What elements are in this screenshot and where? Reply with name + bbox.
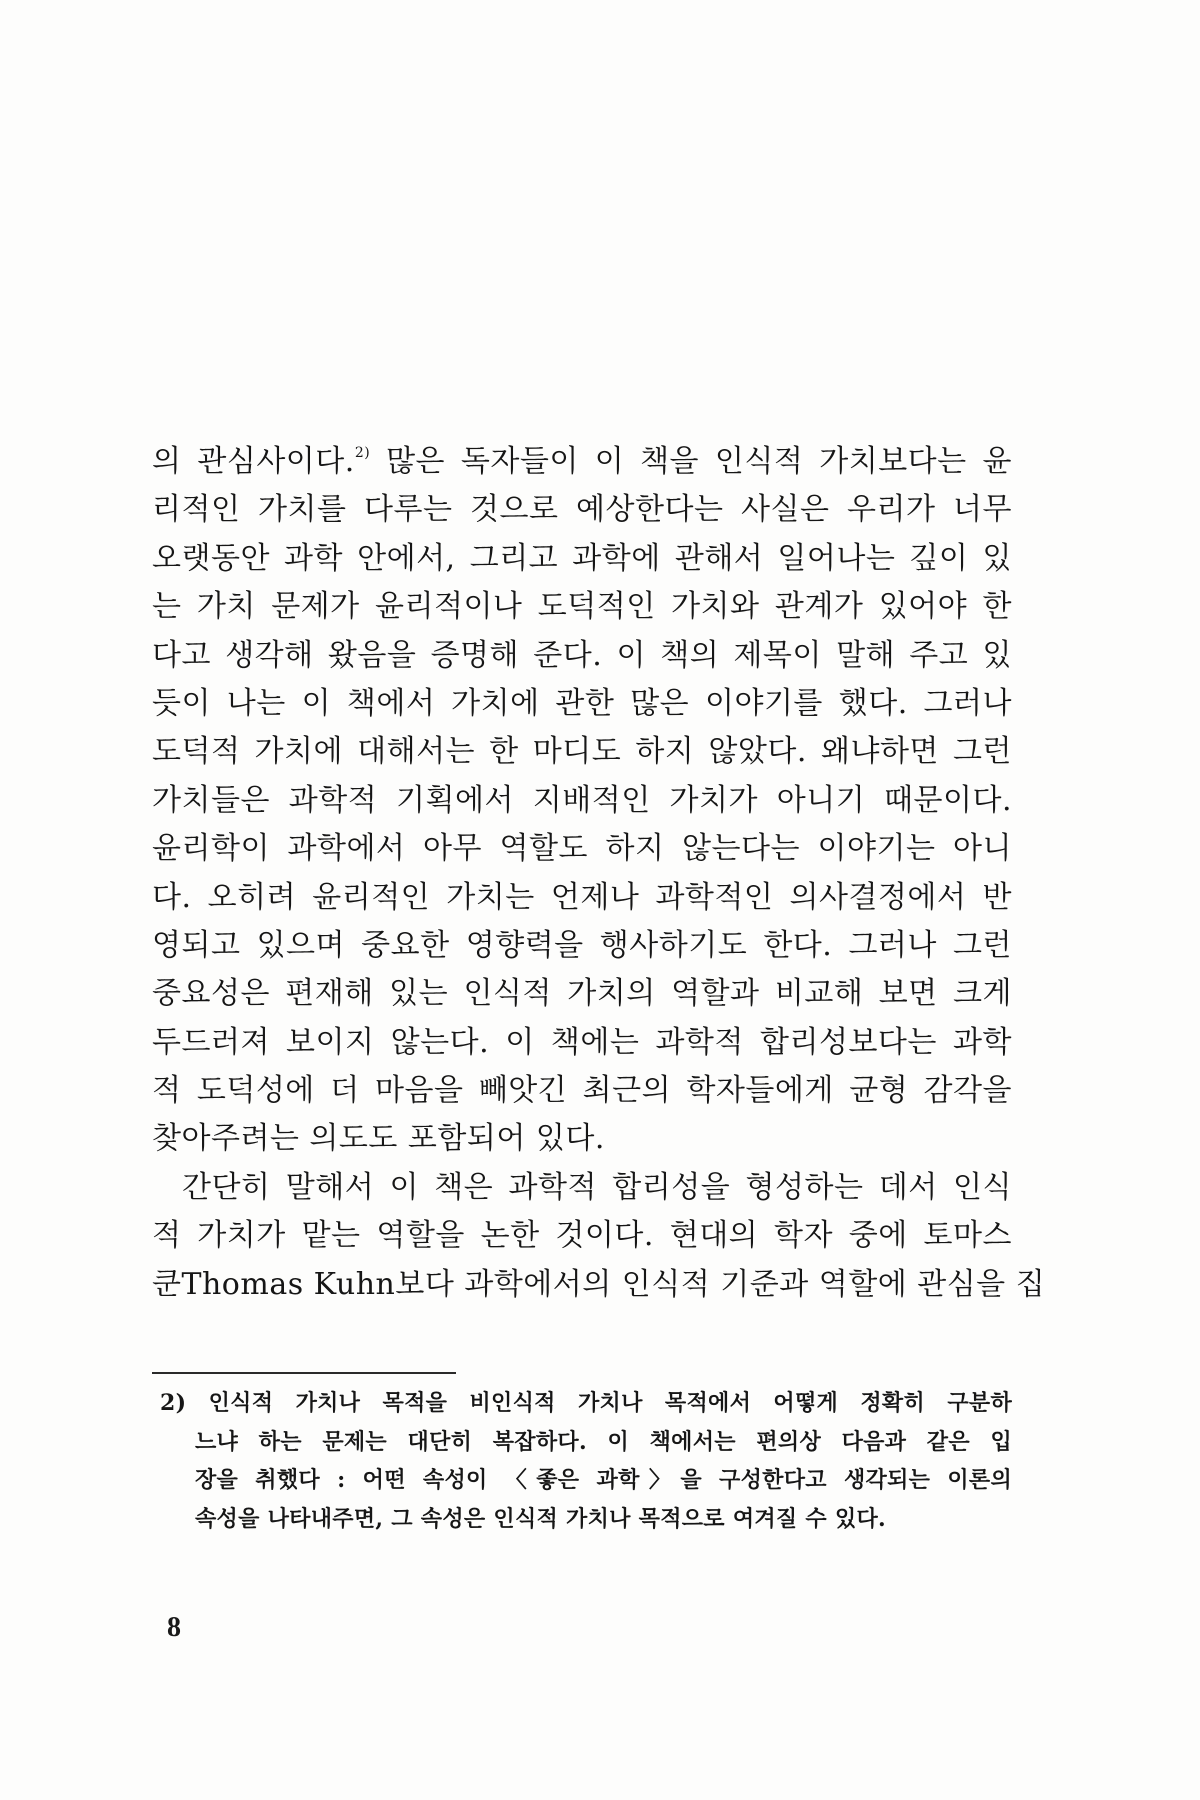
footnote <box>160 1384 1012 1538</box>
body-line: 적 가치가 맡는 역할을 논한 것이다. 현대의 학자 중에 토마스 <box>152 1218 1012 1254</box>
body-line: 다. 오히려 윤리적인 가치는 언제나 과학적인 의사결정에서 반 <box>152 879 1012 915</box>
body-line: 의 관심사이다.$^{2)}$ 많은 독자들이 이 책을 인식적 가치보다는 윤 <box>152 444 1012 479</box>
body-line: 간단히 말해서 이 책은 과학적 합리성을 형성하는 데서 인식 <box>182 1169 1012 1205</box>
body-text <box>152 438 1046 1309</box>
body-line: 리적인 가치를 다루는 것으로 예상한다는 사실은 우리가 너무 <box>152 492 1012 528</box>
footnote-line: 느냐 하는 문제는 대단히 복잡하다. 이 책에서는 편의상 다음과 같은 입 <box>195 1428 1012 1455</box>
body-line: 두드러져 보이지 않는다. 이 책에는 과학적 합리성보다는 과학 <box>152 1024 1012 1060</box>
body-line: 영되고 있으며 중요한 영향력을 행사하기도 한다. 그러나 그런 <box>152 927 1012 963</box>
body-line: 오랫동안 과학 안에서, 그리고 과학에 관해서 일어나는 깊이 있 <box>152 540 1012 576</box>
body-line: 쿤Thomas Kuhn보다 과학에서의 인식적 기준과 역할에 관심을 집 <box>152 1266 1046 1302</box>
body-line: 중요성은 편재해 있는 인식적 가치의 역할과 비교해 보면 크게 <box>152 976 1012 1012</box>
body-line: 도덕적 가치에 대해서는 한 마디도 하지 않았다. 왜냐하면 그런 <box>152 734 1012 770</box>
footnote-reference[interactable]: 2) <box>354 445 371 461</box>
body-line: 는 가치 문제가 윤리적이나 도덕적인 가치와 관계가 있어야 한 <box>152 589 1012 625</box>
footnote-line: 2) 인식적 가치나 목적을 비인식적 가치나 목적에서 어떻게 정확히 구분하 <box>160 1390 1012 1416</box>
body-line: 듯이 나는 이 책에서 가치에 관한 많은 이야기를 했다. 그러나 <box>152 685 1012 721</box>
page-number: 8 <box>167 1612 181 1643</box>
body-line: 윤리학이 과학에서 아무 역할도 하지 않는다는 이야기는 아니 <box>152 831 1012 867</box>
body-line: 다고 생각해 왔음을 증명해 준다. 이 책의 제목이 말해 주고 있 <box>152 637 1012 673</box>
footnote-divider <box>152 1372 456 1374</box>
footnote-line: 장을 취했다 : 어떤 속성이 〈좋은 과학〉을 구성한다고 생각되는 이론의 <box>195 1467 1012 1493</box>
body-line: 가치들은 과학적 기획에서 지배적인 가치가 아니기 때문이다. <box>152 782 1012 818</box>
body-line: 적 도덕성에 더 마음을 빼앗긴 최근의 학자들에게 균형 감각을 <box>152 1073 1012 1109</box>
footnote-line: 속성을 나타내주면, 그 속성은 인식적 가치나 목적으로 여겨질 수 있다. <box>195 1505 887 1532</box>
body-line: 찾아주려는 의도도 포함되어 있다. <box>152 1121 605 1157</box>
